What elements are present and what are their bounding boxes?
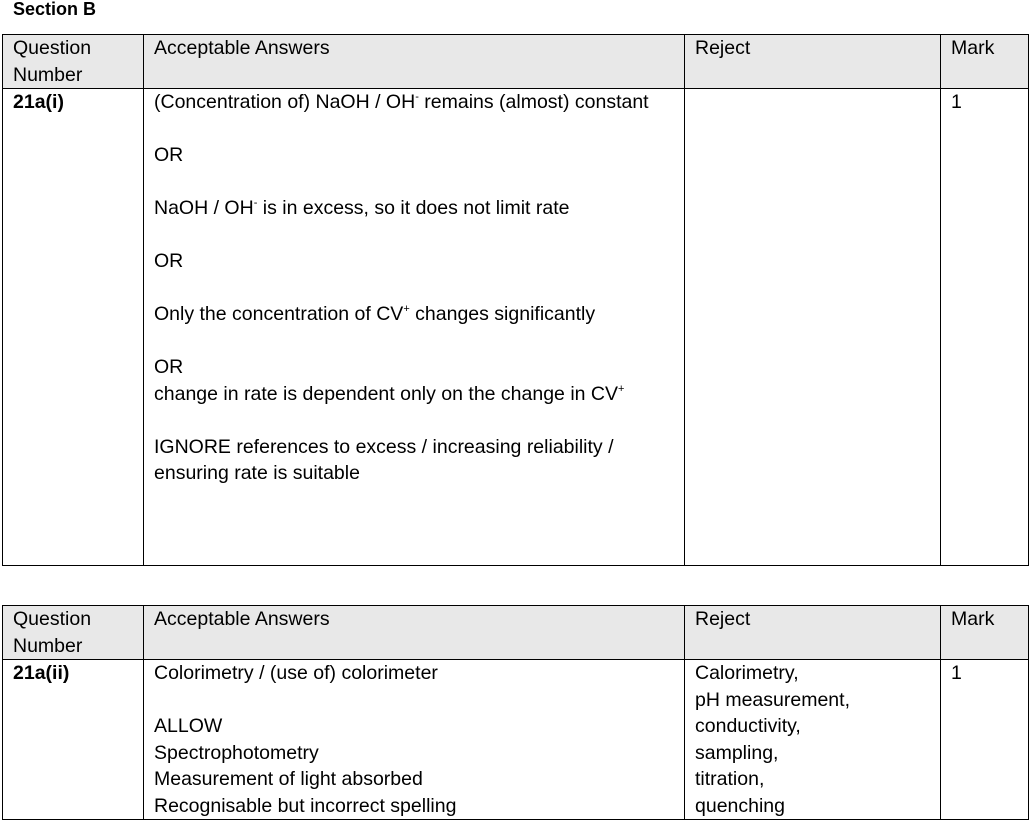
answer-line: Spectrophotometry (154, 741, 319, 764)
answer-line: NaOH / OH- is in excess, so it does not limit rate (154, 197, 570, 219)
answer-line: Only the concentration of CV+ changes significantly (154, 303, 596, 325)
reject-cell (685, 660, 941, 820)
mark-scheme-table-21a-i (2, 34, 1029, 566)
answer-line: Measurement of light absorbed (154, 768, 423, 790)
header-reject: Reject (685, 35, 941, 89)
table-row (3, 660, 1029, 820)
question-number: 21a(i) (3, 89, 144, 566)
mark-cell: 1 (941, 89, 1029, 566)
header-question-number: Question Number (3, 35, 144, 89)
reject-line: pH measurement, (695, 688, 850, 711)
header-mark: Mark (941, 606, 1029, 660)
answer-line: Colorimetry / (use of) colorimeter (154, 662, 438, 684)
reject-line: titration, (695, 768, 765, 790)
acceptable-answers-cell (144, 89, 685, 566)
header-mark: Mark (941, 35, 1029, 89)
reject-line: conductivity, (695, 715, 801, 737)
header-question-number: Question Number (3, 606, 144, 660)
question-number: 21a(ii) (3, 660, 144, 820)
header-reject: Reject (685, 606, 941, 660)
reject-line: quenching (695, 794, 785, 817)
mark-scheme-table-21a-ii (2, 605, 1029, 820)
mark-cell: 1 (941, 660, 1029, 820)
table-row (3, 89, 1029, 566)
reject-cell (685, 89, 941, 566)
header-acceptable-answers: Acceptable Answers (144, 606, 685, 660)
answer-line: IGNORE references to excess / increasing reliability / ensuring rate is suitable (154, 435, 614, 484)
table-header-row (3, 35, 1029, 89)
header-acceptable-answers: Acceptable Answers (144, 35, 685, 89)
acceptable-answers-cell (144, 660, 685, 820)
section-title: Section B (13, 0, 97, 19)
answer-line: OR (154, 250, 184, 272)
answer-line: Recognisable but incorrect spelling (154, 794, 457, 817)
answer-line: (Concentration of) NaOH / OH- remains (almost) constant (154, 91, 649, 113)
table-header-row (3, 606, 1029, 660)
answer-line: change in rate is dependent only on the change in CV+ (154, 382, 625, 405)
answer-line: ALLOW (154, 715, 223, 737)
reject-line: Calorimetry, (695, 662, 799, 684)
reject-line: sampling, (695, 741, 779, 764)
answer-line: OR (154, 356, 184, 378)
answer-line: OR (154, 144, 184, 166)
